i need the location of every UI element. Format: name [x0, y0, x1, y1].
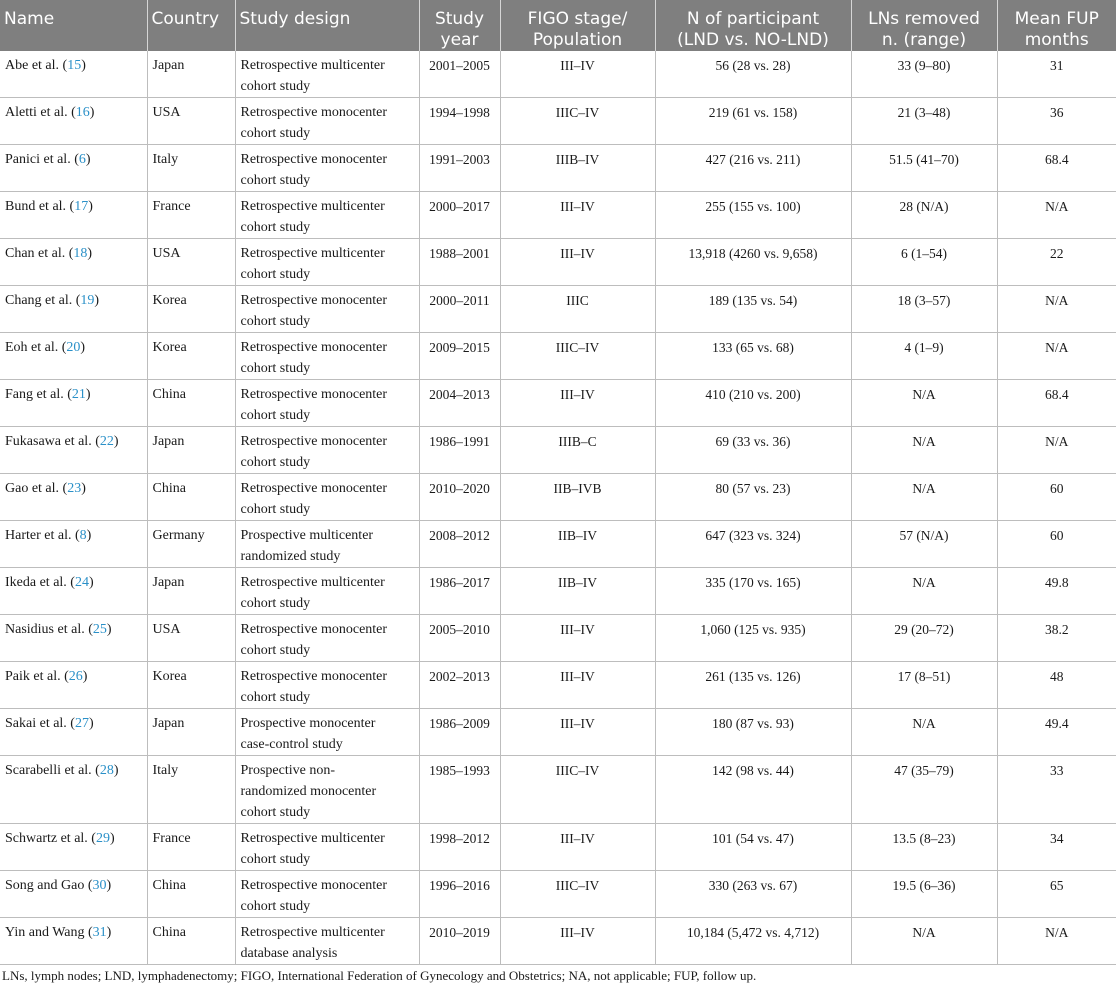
reference-link[interactable]: 21 — [71, 387, 86, 402]
reference-link[interactable]: 31 — [92, 925, 107, 940]
cell-name: Fukasawa et al. (22) — [0, 427, 147, 474]
cell-lns-removed: N/A — [851, 474, 997, 521]
cell-country: USA — [147, 98, 235, 145]
cell-lns-removed: 21 (3–48) — [851, 98, 997, 145]
reference-link[interactable]: 26 — [68, 669, 83, 684]
cell-name: Scarabelli et al. (28) — [0, 756, 147, 824]
cell-figo-stage: III–IV — [500, 615, 655, 662]
reference-link[interactable]: 23 — [67, 481, 82, 496]
cell-participants: 101 (54 vs. 47) — [655, 824, 851, 871]
cell-lns-removed: 29 (20–72) — [851, 615, 997, 662]
cell-lns-removed: 4 (1–9) — [851, 333, 997, 380]
cell-participants: 330 (263 vs. 67) — [655, 871, 851, 918]
reference-link[interactable]: 22 — [99, 434, 114, 449]
cell-participants: 133 (65 vs. 68) — [655, 333, 851, 380]
cell-mean-fup: 34 — [997, 824, 1116, 871]
table-row — [0, 521, 1116, 568]
cell-mean-fup: 22 — [997, 239, 1116, 286]
reference-link[interactable]: 27 — [74, 716, 89, 731]
cell-study-year: 2009–2015 — [419, 333, 500, 380]
cell-figo-stage: III–IV — [500, 380, 655, 427]
cell-participants: 56 (28 vs. 28) — [655, 51, 851, 98]
cell-figo-stage: IIIC–IV — [500, 98, 655, 145]
table-row — [0, 662, 1116, 709]
cell-study-design: Retrospective multicenter cohort study — [235, 239, 419, 286]
cell-participants: 10,184 (5,472 vs. 4,712) — [655, 918, 851, 965]
cell-lns-removed: N/A — [851, 380, 997, 427]
cell-name: Yin and Wang (31) — [0, 918, 147, 965]
cell-name: Eoh et al. (20) — [0, 333, 147, 380]
cell-lns-removed: 17 (8–51) — [851, 662, 997, 709]
reference-link[interactable]: 28 — [99, 763, 114, 778]
cell-figo-stage: IIIB–C — [500, 427, 655, 474]
cell-name: Bund et al. (17) — [0, 192, 147, 239]
cell-figo-stage: IIB–IV — [500, 521, 655, 568]
cell-study-design: Retrospective multicenter cohort study — [235, 192, 419, 239]
cell-study-year: 1988–2001 — [419, 239, 500, 286]
table-row — [0, 380, 1116, 427]
reference-link[interactable]: 19 — [80, 293, 95, 308]
cell-mean-fup: N/A — [997, 192, 1116, 239]
cell-country: USA — [147, 239, 235, 286]
cell-study-year: 2000–2017 — [419, 192, 500, 239]
cell-lns-removed: 57 (N/A) — [851, 521, 997, 568]
cell-name: Aletti et al. (16) — [0, 98, 147, 145]
cell-study-design: Retrospective monocenter cohort study — [235, 427, 419, 474]
cell-participants: 219 (61 vs. 158) — [655, 98, 851, 145]
cell-study-design: Retrospective monocenter cohort study — [235, 98, 419, 145]
cell-lns-removed: N/A — [851, 568, 997, 615]
cell-study-year: 2005–2010 — [419, 615, 500, 662]
cell-country: France — [147, 192, 235, 239]
reference-link[interactable]: 15 — [67, 58, 82, 73]
cell-name: Fang et al. (21) — [0, 380, 147, 427]
table-row — [0, 615, 1116, 662]
cell-study-design: Retrospective monocenter cohort study — [235, 871, 419, 918]
table-row — [0, 918, 1116, 965]
reference-link[interactable]: 8 — [79, 528, 87, 543]
cell-participants: 255 (155 vs. 100) — [655, 192, 851, 239]
cell-lns-removed: N/A — [851, 427, 997, 474]
cell-country: Japan — [147, 427, 235, 474]
cell-mean-fup: 49.8 — [997, 568, 1116, 615]
cell-lns-removed: 6 (1–54) — [851, 239, 997, 286]
table-row — [0, 427, 1116, 474]
cell-lns-removed: N/A — [851, 709, 997, 756]
cell-mean-fup: 48 — [997, 662, 1116, 709]
cell-mean-fup: N/A — [997, 427, 1116, 474]
cell-figo-stage: III–IV — [500, 709, 655, 756]
cell-country: Korea — [147, 286, 235, 333]
cell-participants: 69 (33 vs. 36) — [655, 427, 851, 474]
cell-name: Sakai et al. (27) — [0, 709, 147, 756]
cell-lns-removed: 51.5 (41–70) — [851, 145, 997, 192]
cell-lns-removed: 19.5 (6–36) — [851, 871, 997, 918]
table-row — [0, 756, 1116, 824]
cell-study-year: 1991–2003 — [419, 145, 500, 192]
reference-link[interactable]: 16 — [75, 105, 90, 120]
cell-country: Germany — [147, 521, 235, 568]
cell-participants: 142 (98 vs. 44) — [655, 756, 851, 824]
cell-study-design: Retrospective monocenter cohort study — [235, 662, 419, 709]
cell-country: China — [147, 918, 235, 965]
header-mean-fup: Mean FUP months — [997, 0, 1116, 51]
cell-study-design: Prospective monocenter case-control study — [235, 709, 419, 756]
cell-lns-removed: N/A — [851, 918, 997, 965]
cell-participants: 261 (135 vs. 126) — [655, 662, 851, 709]
cell-figo-stage: III–IV — [500, 192, 655, 239]
cell-study-year: 2008–2012 — [419, 521, 500, 568]
cell-country: Japan — [147, 51, 235, 98]
cell-country: Italy — [147, 756, 235, 824]
cell-study-year: 1998–2012 — [419, 824, 500, 871]
cell-figo-stage: III–IV — [500, 918, 655, 965]
cell-mean-fup: 60 — [997, 474, 1116, 521]
cell-mean-fup: 33 — [997, 756, 1116, 824]
cell-lns-removed: 47 (35–79) — [851, 756, 997, 824]
cell-study-year: 2010–2019 — [419, 918, 500, 965]
cell-lns-removed: 18 (3–57) — [851, 286, 997, 333]
cell-mean-fup: 31 — [997, 51, 1116, 98]
cell-study-year: 1996–2016 — [419, 871, 500, 918]
reference-link[interactable]: 29 — [95, 831, 110, 846]
cell-mean-fup: N/A — [997, 333, 1116, 380]
cell-study-year: 1985–1993 — [419, 756, 500, 824]
cell-name: Schwartz et al. (29) — [0, 824, 147, 871]
cell-study-year: 2010–2020 — [419, 474, 500, 521]
cell-mean-fup: 68.4 — [997, 145, 1116, 192]
reference-link[interactable]: 20 — [66, 340, 81, 355]
header-name: Name — [0, 0, 147, 51]
cell-country: Korea — [147, 333, 235, 380]
table-row — [0, 871, 1116, 918]
cell-study-design: Retrospective multicenter cohort study — [235, 568, 419, 615]
table-footnote: LNs, lymph nodes; LND, lymphadenectomy; FIGO, International Federation of Gynecology and Obstetrics; NA, not applicable; FUP, follow up. — [2, 968, 757, 983]
reference-link[interactable]: 6 — [78, 152, 86, 167]
cell-name: Harter et al. (8) — [0, 521, 147, 568]
cell-lns-removed: 33 (9–80) — [851, 51, 997, 98]
table-row — [0, 568, 1116, 615]
cell-country: Korea — [147, 662, 235, 709]
cell-figo-stage: III–IV — [500, 824, 655, 871]
cell-participants: 410 (210 vs. 200) — [655, 380, 851, 427]
cell-study-year: 1986–1991 — [419, 427, 500, 474]
header-row — [0, 0, 1116, 51]
cell-study-design: Retrospective multicenter cohort study — [235, 51, 419, 98]
reference-link[interactable]: 24 — [74, 575, 89, 590]
table-row — [0, 239, 1116, 286]
cell-mean-fup: N/A — [997, 286, 1116, 333]
table-row — [0, 824, 1116, 871]
cell-study-design: Retrospective monocenter cohort study — [235, 333, 419, 380]
cell-participants: 13,918 (4260 vs. 9,658) — [655, 239, 851, 286]
cell-study-year: 2001–2005 — [419, 51, 500, 98]
cell-study-design: Retrospective multicenter database analysis — [235, 918, 419, 965]
reference-link[interactable]: 25 — [92, 622, 107, 637]
cell-figo-stage: IIIC–IV — [500, 333, 655, 380]
cell-study-design: Retrospective monocenter cohort study — [235, 474, 419, 521]
reference-link[interactable]: 17 — [74, 199, 89, 214]
cell-figo-stage: III–IV — [500, 662, 655, 709]
header-study-year: Study year — [419, 0, 500, 51]
cell-country: France — [147, 824, 235, 871]
cell-name: Chan et al. (18) — [0, 239, 147, 286]
cell-mean-fup: 38.2 — [997, 615, 1116, 662]
reference-link[interactable]: 18 — [73, 246, 88, 261]
cell-name: Panici et al. (6) — [0, 145, 147, 192]
cell-name: Ikeda et al. (24) — [0, 568, 147, 615]
cell-study-design: Retrospective monocenter cohort study — [235, 615, 419, 662]
cell-figo-stage: III–IV — [500, 239, 655, 286]
header-country: Country — [147, 0, 235, 51]
cell-study-design: Retrospective monocenter cohort study — [235, 286, 419, 333]
cell-figo-stage: III–IV — [500, 51, 655, 98]
cell-figo-stage: IIB–IVB — [500, 474, 655, 521]
header-participants: N of participant (LND vs. NO-LND) — [655, 0, 851, 51]
cell-participants: 1,060 (125 vs. 935) — [655, 615, 851, 662]
cell-name: Nasidius et al. (25) — [0, 615, 147, 662]
cell-country: Italy — [147, 145, 235, 192]
cell-participants: 180 (87 vs. 93) — [655, 709, 851, 756]
cell-study-year: 2004–2013 — [419, 380, 500, 427]
table-row — [0, 51, 1116, 98]
cell-name: Abe et al. (15) — [0, 51, 147, 98]
cell-study-year: 1994–1998 — [419, 98, 500, 145]
cell-name: Gao et al. (23) — [0, 474, 147, 521]
table-row — [0, 286, 1116, 333]
cell-participants: 335 (170 vs. 165) — [655, 568, 851, 615]
cell-mean-fup: 65 — [997, 871, 1116, 918]
cell-lns-removed: 13.5 (8–23) — [851, 824, 997, 871]
table-row — [0, 98, 1116, 145]
cell-participants: 80 (57 vs. 23) — [655, 474, 851, 521]
cell-mean-fup: 36 — [997, 98, 1116, 145]
cell-study-year: 2000–2011 — [419, 286, 500, 333]
cell-study-design: Retrospective multicenter cohort study — [235, 824, 419, 871]
cell-country: China — [147, 380, 235, 427]
cell-country: China — [147, 871, 235, 918]
cell-study-year: 1986–2009 — [419, 709, 500, 756]
cell-study-year: 2002–2013 — [419, 662, 500, 709]
cell-figo-stage: IIIC–IV — [500, 871, 655, 918]
cell-participants: 427 (216 vs. 211) — [655, 145, 851, 192]
cell-country: Japan — [147, 568, 235, 615]
table-row — [0, 145, 1116, 192]
cell-figo-stage: IIIB–IV — [500, 145, 655, 192]
cell-participants: 647 (323 vs. 324) — [655, 521, 851, 568]
cell-mean-fup: 68.4 — [997, 380, 1116, 427]
reference-link[interactable]: 30 — [92, 878, 107, 893]
cell-participants: 189 (135 vs. 54) — [655, 286, 851, 333]
cell-country: USA — [147, 615, 235, 662]
cell-name: Chang et al. (19) — [0, 286, 147, 333]
header-figo-stage: FIGO stage/ Population — [500, 0, 655, 51]
table-row — [0, 192, 1116, 239]
cell-study-design: Prospective non- randomized monocenter cohort study — [235, 756, 419, 824]
table-row — [0, 333, 1116, 380]
header-lns-removed: LNs removed n. (range) — [851, 0, 997, 51]
cell-name: Paik et al. (26) — [0, 662, 147, 709]
table-row — [0, 709, 1116, 756]
cell-figo-stage: IIIC — [500, 286, 655, 333]
cell-study-design: Prospective multicenter randomized study — [235, 521, 419, 568]
cell-study-design: Retrospective monocenter cohort study — [235, 145, 419, 192]
header-study-design: Study design — [235, 0, 419, 51]
cell-mean-fup: 60 — [997, 521, 1116, 568]
cell-figo-stage: IIB–IV — [500, 568, 655, 615]
table-row — [0, 474, 1116, 521]
cell-study-year: 1986–2017 — [419, 568, 500, 615]
cell-lns-removed: 28 (N/A) — [851, 192, 997, 239]
cell-study-design: Retrospective monocenter cohort study — [235, 380, 419, 427]
cell-name: Song and Gao (30) — [0, 871, 147, 918]
cell-country: China — [147, 474, 235, 521]
cell-country: Japan — [147, 709, 235, 756]
cell-mean-fup: N/A — [997, 918, 1116, 965]
cell-figo-stage: IIIC–IV — [500, 756, 655, 824]
cell-mean-fup: 49.4 — [997, 709, 1116, 756]
